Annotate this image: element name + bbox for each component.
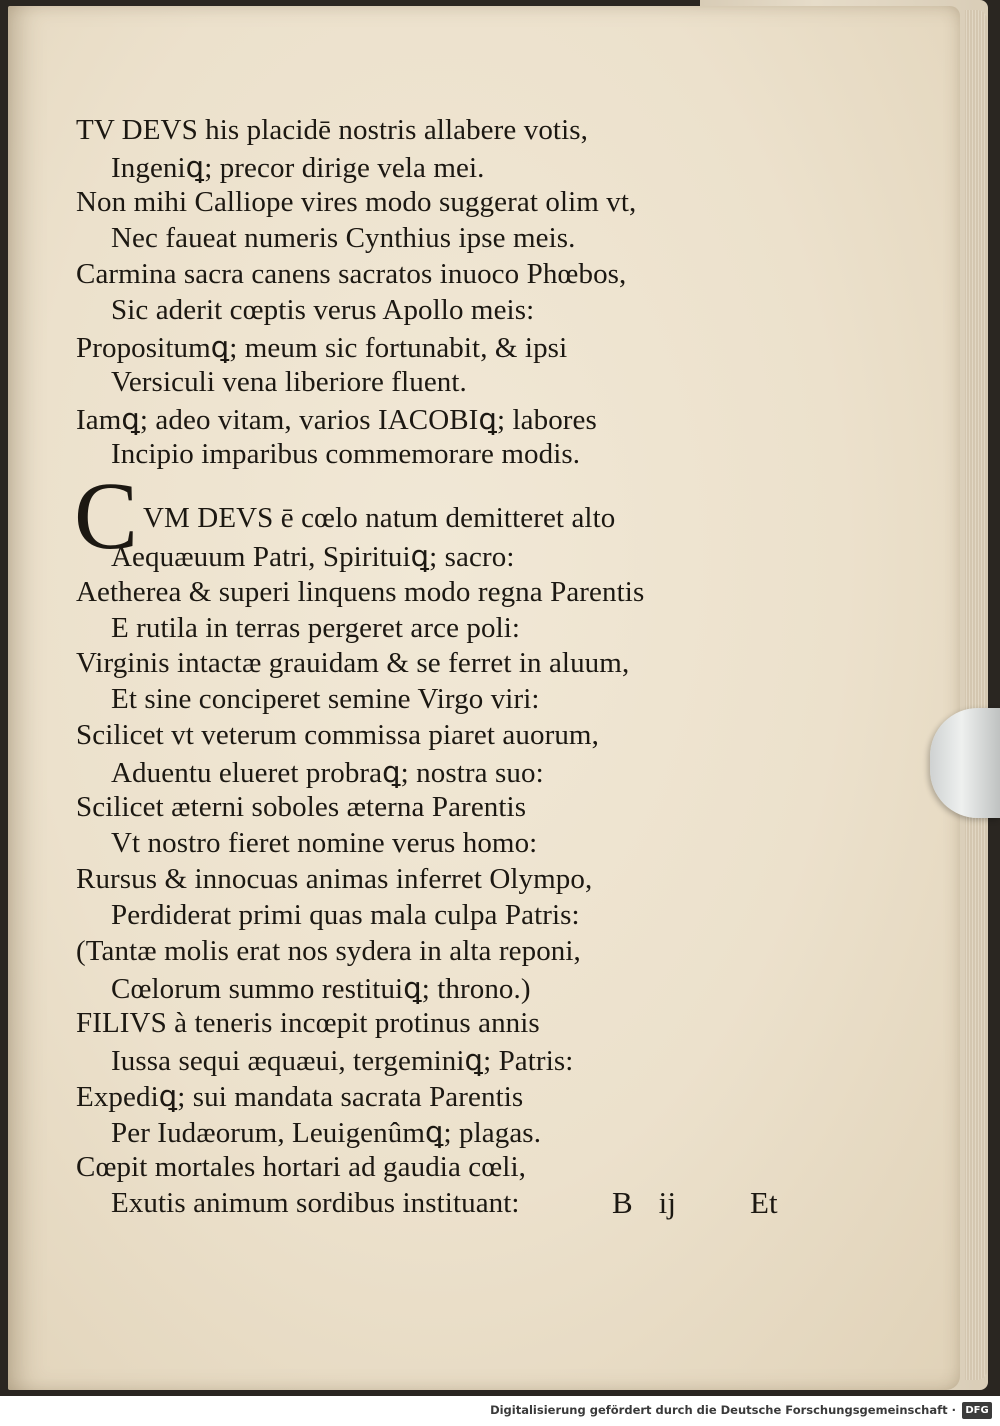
verse-line: Iussa sequi æquæui, tergeminiꝗ; Patris:	[111, 1045, 574, 1077]
verse-line: Aduentu elueret probraꝗ; nostra suo:	[111, 757, 544, 789]
verse-line: Perdiderat primi quas mala culpa Patris:	[111, 899, 580, 931]
verse-line: Carmina sacra canens sacratos inuoco Phœbos,	[76, 258, 627, 290]
verse-line: Aetherea & superi linquens modo regna Parentis	[76, 576, 645, 608]
catchword: Et	[750, 1185, 778, 1220]
signature-mark: B ij	[612, 1185, 677, 1220]
verse-line: Incipio imparibus commemorare modis.	[111, 438, 581, 470]
verse-line: Cœlorum summo restituiꝗ; throno.)	[111, 973, 531, 1005]
verse-line: Exutis animum sordibus instituant:	[111, 1187, 520, 1219]
verse-line: Ingeniꝗ; precor dirige vela mei.	[111, 152, 485, 184]
verse-line: Expediꝗ; sui mandata sacrata Parentis	[76, 1081, 524, 1113]
verse-line: Scilicet vt veterum commissa piaret auorum,	[76, 719, 599, 751]
drop-cap: C	[74, 462, 139, 569]
verse-line: Virginis intactæ grauidam & se ferret in aluum,	[76, 647, 630, 679]
verse-line: E rutila in terras pergeret arce poli:	[111, 612, 521, 644]
verse-line: Rursus & innocuas animas inferret Olympo,	[76, 863, 593, 895]
verse-line: Non mihi Calliope vires modo suggerat olim vt,	[76, 186, 637, 218]
verse-line: FILIVS à teneris incœpit protinus annis	[76, 1007, 540, 1039]
verse-line: TV DEVS his placidē nostris allabere votis,	[76, 114, 588, 146]
dfg-credit-text: Digitalisierung gefördert durch die Deutsche Forschungsgemeinschaft ·	[490, 1403, 956, 1417]
verse-line: Aequæuum Patri, Spirituiꝗ; sacro:	[111, 541, 515, 573]
verse-line: Versiculi vena liberiore fluent.	[111, 366, 467, 398]
verse-line: Et sine conciperet semine Virgo viri:	[111, 683, 540, 715]
verse-line: Per Iudæorum, Leuigenûmꝗ; plagas.	[111, 1117, 542, 1149]
verse-line: Cœpit mortales hortari ad gaudia cœli,	[76, 1151, 526, 1183]
verse-line: Nec faueat numeris Cynthius ipse meis.	[111, 222, 576, 254]
verse-line: Scilicet æterni soboles æterna Parentis	[76, 791, 527, 823]
verse-line: Iamꝗ; adeo vitam, varios IACOBIꝗ; labores	[76, 404, 597, 436]
dfg-logo: DFG	[962, 1402, 992, 1419]
verse-line: Sic aderit cœptis verus Apollo meis:	[111, 294, 535, 326]
verse-line: (Tantæ molis erat nos sydera in alta reponi,	[76, 935, 581, 967]
page-stack-edge	[965, 10, 987, 1380]
verse-line: Vt nostro fieret nomine verus homo:	[111, 827, 538, 859]
verse-line: Propositumꝗ; meum sic fortunabit, & ipsi	[76, 332, 568, 364]
verse-line: VM DEVS ē cœlo natum demitteret alto	[143, 502, 616, 534]
footer-bar	[0, 1396, 1000, 1426]
